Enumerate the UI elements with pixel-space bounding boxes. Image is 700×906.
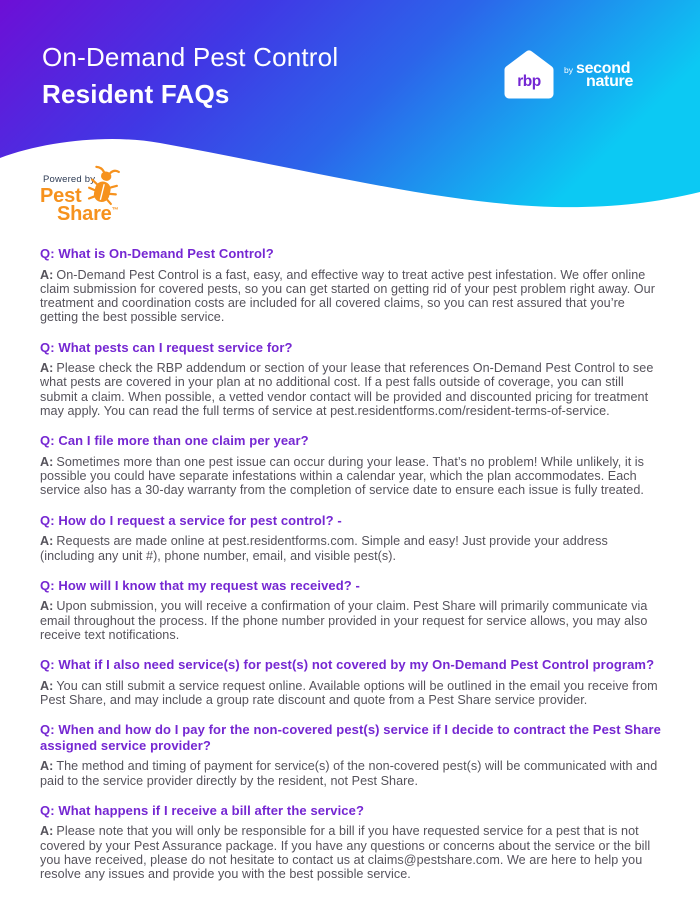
faq-item — [40, 803, 663, 882]
answer-text: The method and timing of payment for service(s) of the non-covered pest(s) will be communicated with and paid to the service provider directly by the resident, not Pest Share. — [40, 759, 658, 788]
pestshare-word-share: Share™ — [57, 203, 119, 225]
page-title-block — [42, 40, 338, 111]
answer-text: Requests are made online at pest.residentforms.com. Simple and easy! Just provide your address (including any unit #), phone number, email, and visible pest(s). — [40, 534, 608, 563]
faq-answer — [40, 534, 663, 563]
faq-question: Q: When and how do I pay for the non-covered pest(s) service if I decide to contract the Pest Share assigned service provider? — [40, 722, 662, 753]
faq-answer — [40, 679, 663, 708]
faq-answer — [40, 268, 663, 325]
faq-item — [40, 722, 663, 788]
faq-answer — [40, 361, 663, 418]
faq-item — [40, 513, 663, 563]
second-nature-line1: second — [575, 59, 631, 77]
rbp-second-nature-brand — [502, 44, 633, 106]
answer-prefix: A: — [40, 599, 54, 614]
second-nature-logo — [564, 59, 634, 90]
answer-text: Please check the RBP addendum or section of your lease that references On-Demand Pest Control to see what pests are covered in your plan at no additional cost. If a pest falls outside of coverage, you can still submit a claim. When possible, a vetted vendor contact will be provided and discounted pricing for treatment may apply. You can read the full terms of service at pest.residentforms.com/resident-terms-of-service. — [40, 361, 654, 419]
rbp-logo — [502, 44, 556, 106]
faq-question: Q: What pests can I request service for? — [40, 339, 293, 355]
answer-text: Sometimes more than one pest issue can occur during your lease. That’s no problem! While unlikely, it is possible you could have separate infestations within a calendar year, which the plan accommodates. Each service also has a 30-day warranty from the completion of service date to ensure each issue is fully treated. — [40, 454, 644, 498]
by-label: by — [564, 64, 573, 75]
faq-question: Q: What if I also need service(s) for pest(s) not covered by my On-Demand Pest Control program? — [40, 657, 655, 673]
header-banner — [0, 0, 700, 160]
page-subtitle: Resident FAQs — [42, 79, 230, 109]
answer-prefix: A: — [40, 534, 54, 549]
second-nature-line2: nature — [585, 73, 634, 90]
answer-prefix: A: — [40, 759, 54, 774]
faq-item — [40, 578, 663, 642]
faq-question: Q: What happens if I receive a bill after the service? — [40, 802, 365, 818]
rbp-logo-text: rbp — [517, 73, 541, 90]
faq-question: Q: Can I file more than one claim per year? — [40, 433, 309, 449]
faq-item — [40, 246, 663, 325]
rbp-house-icon — [504, 47, 554, 103]
faq-item — [40, 340, 663, 419]
page-title: On-Demand Pest Control — [42, 42, 339, 72]
faq-answer — [40, 599, 663, 642]
faq-item — [40, 433, 663, 497]
faq-answer — [40, 824, 663, 881]
answer-prefix: A: — [40, 267, 54, 282]
answer-prefix: A: — [40, 454, 54, 469]
pestshare-word-pest: Pest — [40, 185, 82, 207]
second-nature-wordmark — [575, 59, 634, 90]
answer-prefix: A: — [40, 824, 54, 839]
faq-answer — [40, 455, 663, 498]
bug-icon — [83, 162, 128, 210]
answer-prefix: A: — [40, 678, 54, 693]
powered-by-label: Powered by — [43, 174, 96, 185]
answer-text: Please note that you will only be responsible for a bill if you have requested service for a pest that is not covered by your Pest Assurance package. If you have any questions or concerns about the service or the bill you have received, please do not hesitate to contact us at claims@pestshare.com. We are here to help you resolve any issues and provide you with the best possible service. — [40, 824, 651, 882]
answer-text: You can still submit a service request online. Available options will be outlined in the email you receive from Pest Share, and may include a group rate discount and quote from a Pest Share service provider. — [40, 678, 658, 708]
faq-item — [40, 657, 663, 707]
faq-list — [40, 246, 663, 897]
answer-text: Upon submission, you will receive a confirmation of your claim. Pest Share will primarily communicate via email throughout the process. If the phone number provided in your request for service allows, you may also receive text notifications. — [40, 599, 648, 642]
answer-prefix: A: — [40, 361, 54, 376]
faq-answer — [40, 759, 663, 788]
faq-question: Q: What is On-Demand Pest Control? — [40, 246, 274, 261]
answer-text: On-Demand Pest Control is a fast, easy, and effective way to treat active pest infestation. We offer online claim submission for covered pests, so you can get started on getting rid of your pest problem right away. Our treatment and coordination costs are included for all covered claims, so you can rest assured that you’re getting the best possible service. — [40, 267, 655, 325]
faq-question: Q: How will I know that my request was received? - — [40, 577, 360, 593]
pestshare-logo — [40, 168, 200, 238]
trademark-symbol: ™ — [111, 207, 119, 214]
faq-question: Q: How do I request a service for pest control? - — [40, 512, 342, 528]
